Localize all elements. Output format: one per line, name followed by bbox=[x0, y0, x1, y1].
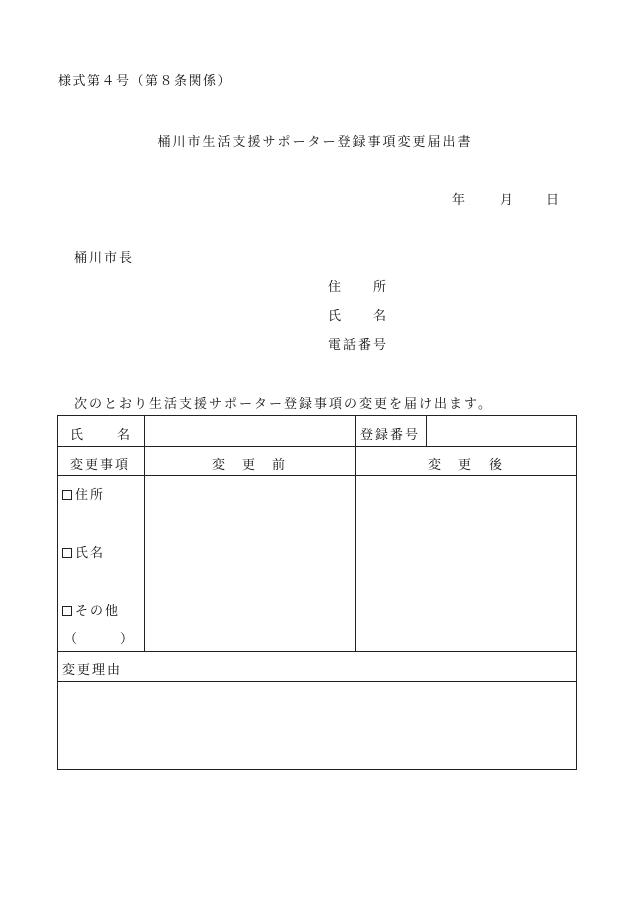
form-number: 様式第４号（第８条関係） bbox=[58, 74, 233, 89]
applicant-name-label-2: 名 bbox=[373, 309, 387, 324]
option-address-label: 住所 bbox=[75, 488, 106, 503]
statement-text: 次のとおり生活支援サポーター登録事項の変更を届け出ます。 bbox=[74, 397, 493, 412]
applicant-address-label-1: 住 bbox=[328, 280, 342, 295]
option-other[interactable] bbox=[62, 600, 120, 619]
recipient: 桶川市長 bbox=[74, 251, 135, 266]
paren-close: ） bbox=[120, 632, 134, 647]
change-reason-label: 変更理由 bbox=[62, 663, 123, 678]
change-reason-cell[interactable] bbox=[59, 682, 576, 769]
option-name[interactable] bbox=[62, 542, 105, 561]
option-address[interactable] bbox=[62, 484, 105, 503]
date-year-label: 年 bbox=[452, 193, 466, 208]
name-label-2: 名 bbox=[117, 428, 131, 443]
checkbox-icon[interactable] bbox=[62, 548, 72, 558]
registration-number-cell[interactable] bbox=[427, 417, 576, 445]
checkbox-icon[interactable] bbox=[62, 490, 72, 500]
checkbox-icon[interactable] bbox=[62, 606, 72, 616]
document-title: 桶川市生活支援サポーター登録事項変更届出書 bbox=[157, 135, 473, 150]
date-day-label: 日 bbox=[546, 193, 560, 208]
applicant-phone-label: 電話番号 bbox=[328, 338, 389, 353]
registration-number-label: 登録番号 bbox=[360, 428, 421, 443]
name-value-cell[interactable] bbox=[145, 417, 354, 445]
before-label-1: 変 bbox=[212, 458, 226, 473]
before-label-3: 前 bbox=[272, 458, 286, 473]
option-name-label: 氏名 bbox=[75, 546, 106, 561]
paren-open: （ bbox=[64, 632, 78, 647]
change-form-table bbox=[57, 415, 577, 770]
change-item-label: 変更事項 bbox=[70, 458, 131, 473]
after-value-cell[interactable] bbox=[356, 476, 576, 650]
after-label-1: 変 bbox=[428, 458, 442, 473]
after-label-2: 更 bbox=[458, 458, 472, 473]
date-month-label: 月 bbox=[500, 193, 514, 208]
before-value-cell[interactable] bbox=[145, 476, 354, 650]
after-label-3: 後 bbox=[489, 458, 503, 473]
applicant-name-label-1: 氏 bbox=[328, 309, 342, 324]
option-other-label: その他 bbox=[75, 604, 121, 619]
before-label-2: 更 bbox=[242, 458, 256, 473]
applicant-address-label-2: 所 bbox=[373, 280, 387, 295]
name-label-1: 氏 bbox=[70, 428, 84, 443]
